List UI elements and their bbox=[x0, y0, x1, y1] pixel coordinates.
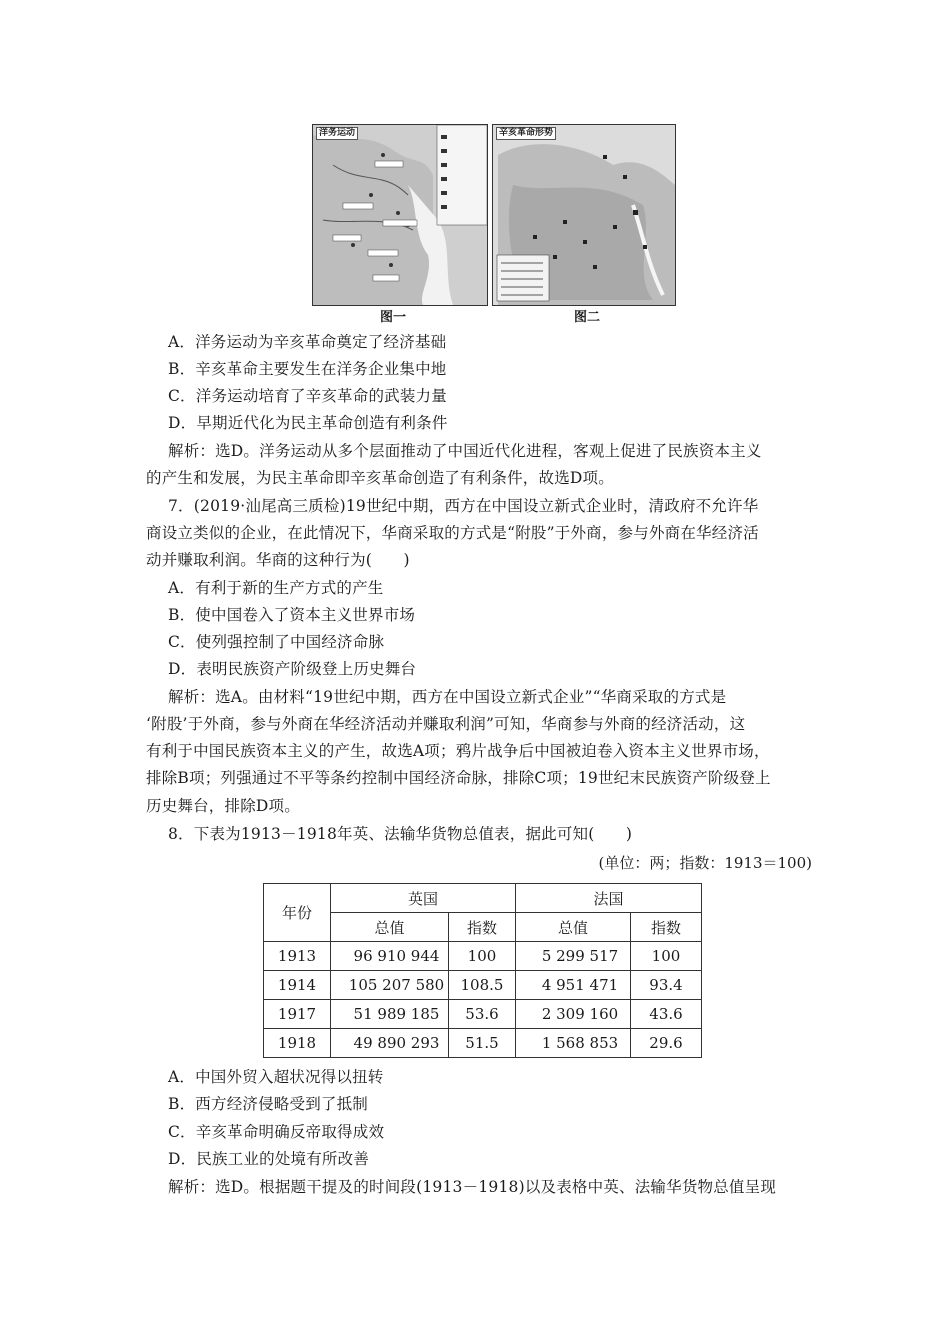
q6-analysis-line-1: 解析：选D。洋务运动从多个层面推动了中国近代化进程，客观上促进了民族资本主义 bbox=[168, 442, 762, 460]
caption-figure-2: 图二 bbox=[574, 310, 601, 325]
cell-year: 1917 bbox=[264, 1000, 331, 1029]
q7-stem-line-2: 商设立类似的企业，在此情况下，华商采取的方式是“附股”于外商，参与外商在华经济活 bbox=[146, 524, 759, 542]
q6-option-b: B．辛亥革命主要发生在洋务企业集中地 bbox=[168, 360, 447, 378]
header-year: 年份 bbox=[264, 884, 331, 942]
cell-uk-total: 51 989 185 bbox=[331, 1000, 449, 1029]
q8-stem: 8．下表为1913－1918年英、法输华货物总值表，据此可知( ) bbox=[168, 825, 633, 843]
map-2-graphic bbox=[493, 125, 675, 305]
q6-option-d: D．早期近代化为民主革命创造有利条件 bbox=[168, 414, 448, 432]
q8-option-b: B．西方经济侵略受到了抵制 bbox=[168, 1095, 368, 1113]
map-westernization-movement bbox=[312, 124, 488, 306]
header-uk-index: 指数 bbox=[449, 913, 516, 942]
maps-figure bbox=[312, 124, 674, 304]
cell-fr-index: 93.4 bbox=[631, 971, 702, 1000]
cell-fr-total: 4 951 471 bbox=[516, 971, 631, 1000]
cell-fr-total: 2 309 160 bbox=[516, 1000, 631, 1029]
cell-uk-total: 96 910 944 bbox=[331, 942, 449, 971]
map-2-title: 辛亥革命形势 bbox=[496, 127, 556, 140]
cell-fr-index: 43.6 bbox=[631, 1000, 702, 1029]
table-row bbox=[264, 1029, 702, 1058]
q7-stem-line-1: 7．(2019·汕尾高三质检)19世纪中期，西方在中国设立新式企业时，清政府不允许华 bbox=[168, 497, 759, 515]
map-1-title: 洋务运动 bbox=[316, 127, 358, 140]
cell-uk-index: 100 bbox=[449, 942, 516, 971]
cell-uk-index: 53.6 bbox=[449, 1000, 516, 1029]
cell-year: 1914 bbox=[264, 971, 331, 1000]
q8-option-c: C．辛亥革命明确反帝取得成效 bbox=[168, 1123, 385, 1141]
q7-analysis-line-2: ‘附股’于外商，参与外商在华经济活动并赚取利润”可知，华商参与外商的经济活动，这 bbox=[146, 715, 746, 733]
header-france: 法国 bbox=[516, 884, 702, 913]
map-1-graphic bbox=[313, 125, 487, 305]
q6-option-a: A．洋务运动为辛亥革命奠定了经济基础 bbox=[168, 333, 447, 351]
cell-uk-index: 108.5 bbox=[449, 971, 516, 1000]
q8-analysis-line-1: 解析：选D。根据题干提及的时间段(1913－1918)以及表格中英、法输华货物总值呈现 bbox=[168, 1178, 777, 1196]
header-fr-index: 指数 bbox=[631, 913, 702, 942]
q7-option-a: A．有利于新的生产方式的产生 bbox=[168, 579, 384, 597]
cell-uk-index: 51.5 bbox=[449, 1029, 516, 1058]
cell-year: 1913 bbox=[264, 942, 331, 971]
cell-fr-index: 100 bbox=[631, 942, 702, 971]
q8-option-a: A．中国外贸入超状况得以扭转 bbox=[168, 1068, 384, 1086]
q8-option-d: D．民族工业的处境有所改善 bbox=[168, 1150, 370, 1168]
q7-analysis-line-1: 解析：选A。由材料“19世纪中期，西方在中国设立新式企业”“华商采取的方式是 bbox=[168, 688, 727, 706]
q7-analysis-line-4: 排除B项；列强通过不平等条约控制中国经济命脉，排除C项；19世纪末民族资产阶级登上 bbox=[146, 769, 771, 787]
header-uk: 英国 bbox=[331, 884, 516, 913]
cell-fr-total: 1 568 853 bbox=[516, 1029, 631, 1058]
q7-analysis-line-3: 有利于中国民族资本主义的产生，故选A项；鸦片战争后中国被迫卷入资本主义世界市场， bbox=[146, 742, 770, 760]
cell-uk-total: 105 207 580 bbox=[331, 971, 449, 1000]
cell-fr-index: 29.6 bbox=[631, 1029, 702, 1058]
header-fr-total: 总值 bbox=[516, 913, 631, 942]
q7-option-d: D．表明民族资产阶级登上历史舞台 bbox=[168, 660, 417, 678]
cell-uk-total: 49 890 293 bbox=[331, 1029, 449, 1058]
header-uk-total: 总值 bbox=[331, 913, 449, 942]
q8-table-unit: (单位：两；指数：1913＝100) bbox=[598, 854, 812, 872]
table-row bbox=[264, 971, 702, 1000]
table-row bbox=[264, 1000, 702, 1029]
cell-fr-total: 5 299 517 bbox=[516, 942, 631, 971]
trade-value-table bbox=[263, 883, 702, 1058]
q6-analysis-line-2: 的产生和发展，为民主革命即辛亥革命创造了有利条件，故选D项。 bbox=[146, 469, 614, 487]
q7-analysis-line-5: 历史舞台，排除D项。 bbox=[146, 797, 300, 815]
map-captions bbox=[312, 304, 674, 324]
map-xinhai-revolution bbox=[492, 124, 676, 306]
q6-option-c: C．洋务运动培育了辛亥革命的武装力量 bbox=[168, 387, 447, 405]
q7-option-b: B．使中国卷入了资本主义世界市场 bbox=[168, 606, 416, 624]
q7-option-c: C．使列强控制了中国经济命脉 bbox=[168, 633, 385, 651]
cell-year: 1918 bbox=[264, 1029, 331, 1058]
table-row bbox=[264, 942, 702, 971]
caption-figure-1: 图一 bbox=[380, 310, 407, 325]
q7-stem-line-3: 动并赚取利润。华商的这种行为( ) bbox=[146, 551, 410, 569]
